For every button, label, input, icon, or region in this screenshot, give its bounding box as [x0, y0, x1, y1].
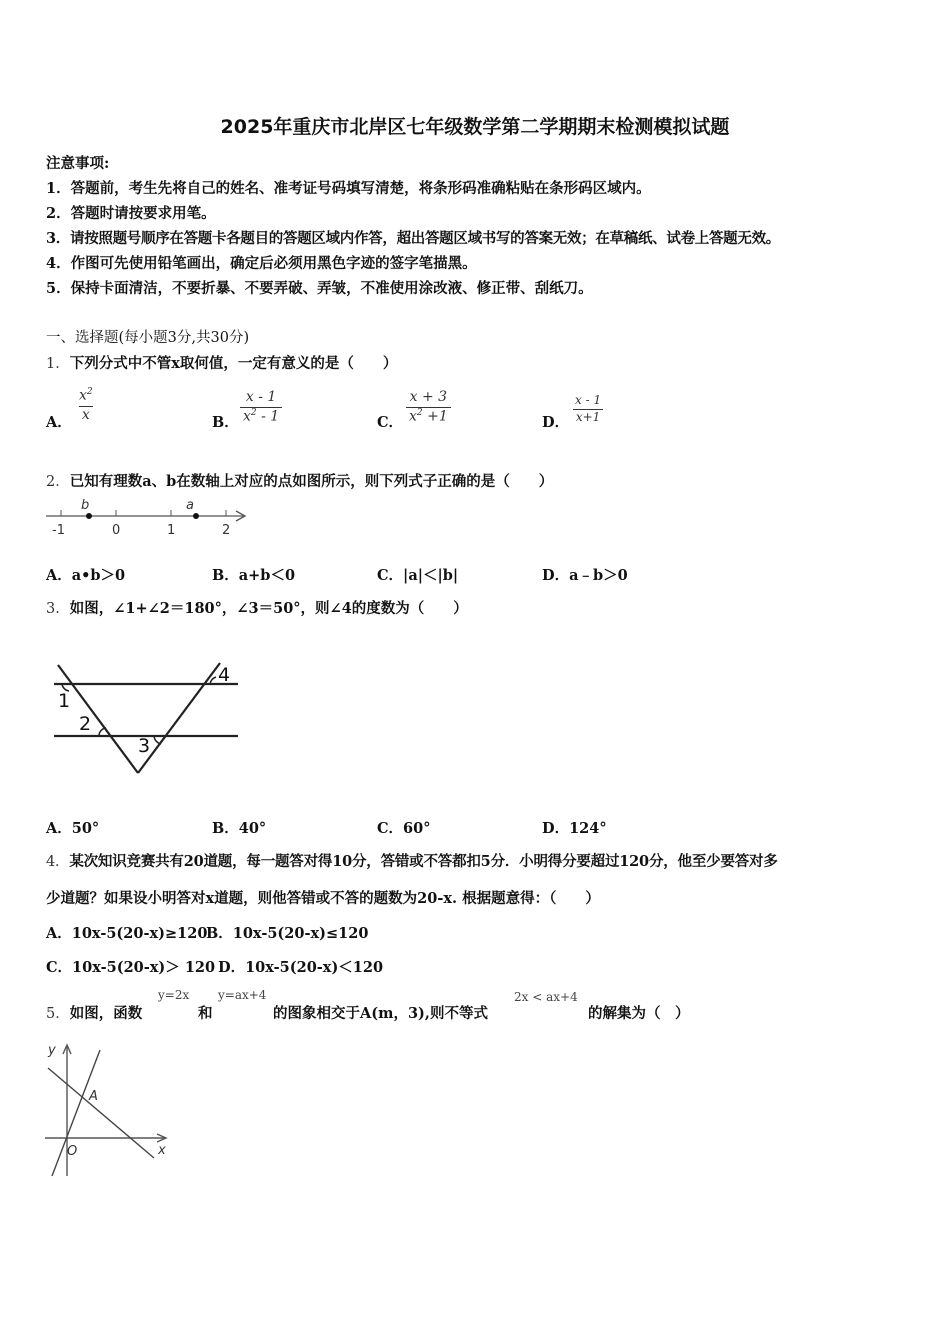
question-3	[46, 597, 468, 618]
question-5	[46, 1002, 142, 1023]
origin-label: O	[67, 1144, 78, 1159]
question-2	[46, 470, 553, 491]
question-stem-mid: 和	[198, 1005, 213, 1022]
tick-label: 1	[167, 523, 176, 538]
option-c: C．|a|＜|b|	[377, 567, 459, 584]
point-label-a: A	[89, 1089, 98, 1104]
option-b: B．a+b＜0	[212, 567, 296, 584]
question-number: 5．	[46, 1006, 70, 1022]
option-label-b: B．	[212, 414, 239, 431]
angle-label-2: 2	[79, 713, 92, 735]
option-c: C．60°	[377, 820, 431, 837]
fraction-b: $\frac{x - 1}{x^2 - 1}$	[240, 389, 282, 425]
inequality: 2x < ax+4	[514, 990, 578, 1004]
question-4	[46, 850, 778, 871]
question-stem-end: 的解集为（ ）	[588, 1005, 690, 1022]
tick-label: 0	[112, 523, 121, 538]
question-4-line2: 少道题？如果设小明答对x道题，则他答错或不答的题数为20-x. 根据题意得：（ ）	[46, 890, 600, 907]
fraction-d: $\frac{x - 1}{x+1}$	[572, 393, 604, 424]
section-heading: 一、选择题(每小题3分,共30分)	[46, 330, 250, 346]
angle-label-3: 3	[138, 735, 151, 757]
fraction-c: $\frac{x + 3}{x^2 +1}$	[406, 389, 451, 425]
notice-item: 3．请按照题号顺序在答题卡各题目的答题区域内作答，超出答题区域书写的答案无效；在草稿纸、试卷上答题无效。	[46, 230, 780, 247]
option-d: D．10x-5(20-x)＜120	[218, 959, 384, 976]
question-1	[46, 352, 397, 373]
tick-label: 2	[222, 523, 231, 538]
y-axis-label: y	[48, 1043, 56, 1058]
question-stem-pre: 如图，函数	[69, 1005, 143, 1022]
option-b: B．10x-5(20-x)≤120	[206, 925, 369, 942]
option-b: B．40°	[212, 820, 267, 837]
angle-label-4: 4	[218, 664, 231, 686]
linear-functions-figure	[40, 1038, 180, 1180]
question-stem: 如图，∠1+∠2＝180°，∠3＝50°，则∠4的度数为（ ）	[69, 600, 468, 617]
angle-label-1: 1	[58, 690, 71, 712]
x-axis-label: x	[158, 1143, 166, 1158]
tick-label: -1	[52, 523, 65, 538]
option-a: A．10x-5(20-x)≥120	[46, 925, 208, 942]
notice-item: 1．答题前，考生先将自己的姓名、准考证号码填写清楚，将条形码准确粘贴在条形码区域内。	[46, 180, 651, 197]
question-stem-post: 的图象相交于A(m，3),则不等式	[273, 1005, 488, 1022]
function-1: y=2x	[158, 988, 190, 1002]
option-d: D．a﹣b＞0	[542, 567, 628, 584]
option-c: C．10x-5(20-x)＞ 120	[46, 959, 216, 976]
question-number: 1．	[46, 356, 70, 372]
notice-item: 2．答题时请按要求用笔。	[46, 205, 216, 222]
question-number: 3．	[46, 601, 70, 617]
notice-heading: 注意事项:	[46, 155, 110, 172]
question-stem: 下列分式中不管x取何值，一定有意义的是（ ）	[69, 355, 398, 372]
parallel-lines-figure	[48, 655, 248, 780]
number-line-figure	[44, 496, 254, 540]
notice-item: 4．作图可先使用铅笔画出，确定后必须用黑色字迹的签字笔描黑。	[46, 255, 477, 272]
page-title: 2025年重庆市北岸区七年级数学第二学期期末检测模拟试题	[220, 116, 730, 138]
option-label-c: C．	[377, 414, 404, 431]
question-stem: 某次知识竞赛共有20道题，每一题答对得10分，答错或不答都扣5分．小明得分要超过120分，他至少要答对多	[69, 853, 778, 870]
question-number: 2．	[46, 474, 70, 490]
option-label-d: D．	[542, 414, 570, 431]
option-a: A．50°	[46, 820, 100, 837]
option-label-a: A．	[46, 414, 72, 431]
notice-item: 5．保持卡面清洁，不要折暴、不要弄破、弄皱，不准使用涂改液、修正带、刮纸刀。	[46, 280, 593, 297]
question-stem: 已知有理数a、b在数轴上对应的点如图所示，则下列式子正确的是（ ）	[69, 473, 554, 490]
fraction-a: $\frac{x^2}{x}$	[79, 387, 93, 423]
function-2: y=ax+4	[218, 988, 267, 1002]
option-d: D．124°	[542, 820, 607, 837]
option-a: A．a•b＞0	[46, 567, 126, 584]
point-label-b: b	[81, 498, 90, 513]
question-number: 4．	[46, 854, 70, 870]
point-label-a: a	[186, 498, 194, 513]
